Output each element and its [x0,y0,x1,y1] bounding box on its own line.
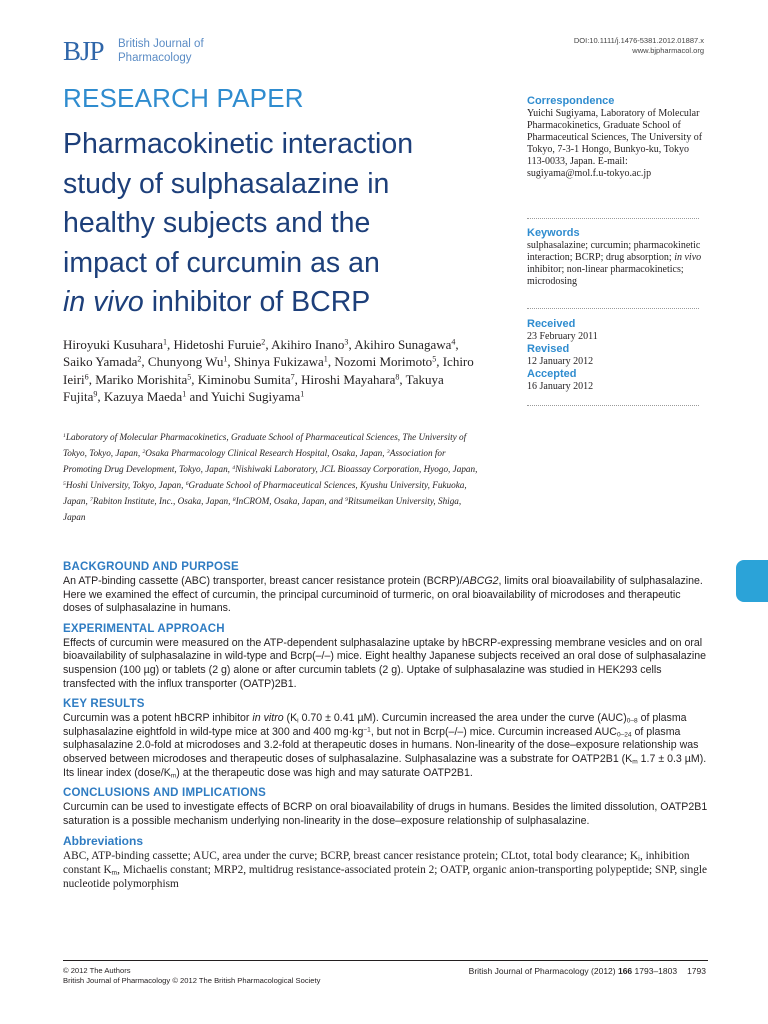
journal-name-line1: British Journal of [118,38,204,50]
results-italic: in vitro [252,712,284,725]
citation-journal: British Journal of Pharmacology (2012) [468,966,618,976]
background-heading: BACKGROUND AND PURPOSE [63,561,239,573]
author-name: Yuichi Sugiyama [211,388,301,404]
background-italic: ABCG2 [462,575,499,587]
journal-name-line2: Pharmacology [118,52,192,64]
author-separator: , [167,337,174,352]
author-name: Shinya Fukizawa [233,354,324,370]
footer-citation [469,966,706,976]
affiliation-text: Nishiwaki Laboratory, JCL Bioassay Corporation, Hyogo, Japan, [235,463,478,474]
author-affiliation-marker: 3 [344,337,349,347]
affiliation-marker: 7 [90,496,93,503]
title-line-1: Pharmacokinetic interaction [63,128,414,160]
author-name: Akihiro Inano [271,337,345,352]
title-line-5: inhibitor of BCRP [143,286,371,318]
copyright-line-2: British Journal of Pharmacology © 2012 The British Pharmacological Society [63,976,321,985]
paper-title [63,125,493,323]
affiliation-text: Graduate School of Pharmaceutical Sciences, Kyushu University, Fukuoka, Japan, [63,479,467,506]
affiliation-marker: 6 [185,480,189,487]
results-text [63,712,708,780]
dates-block [527,318,707,393]
abbreviations-subscript: m [111,868,118,877]
author-name: Mariko Morishita [95,371,188,387]
author-name: Takuya Fujita [63,371,444,404]
results-subscript: m [632,758,638,766]
author-separator: , [294,371,302,387]
author-name: Kiminobu Sumita [197,371,291,387]
keywords-text [527,240,707,288]
accepted-date: 16 January 2012 [527,381,594,392]
author-name: Hiroyuki Kusuhara [63,337,164,352]
author-affiliation-marker: 1 [223,354,228,364]
author-separator: , [227,354,234,370]
affiliation-marker: 2 [142,448,146,455]
abstract [63,560,708,891]
sidebar-divider [527,218,699,219]
results-part: , but not in Bcrp(–/–) mice. Curcumin increased AUC [370,725,617,738]
author-affiliation-marker: 6 [84,372,89,382]
paper-type-label: RESEARCH PAPER [63,83,304,113]
section-tab-marker [736,560,768,602]
revised-date: 12 January 2012 [527,356,594,367]
results-heading: KEY RESULTS [63,698,145,711]
affiliation-marker: 4 [232,464,236,471]
title-line-3: healthy subjects and the [63,207,371,239]
title-line-4: impact of curcumin as an [63,246,380,279]
author-separator: , [265,337,272,352]
affiliation-text: Association for Promoting Drug Development, Tokyo, Japan, [63,447,446,474]
affiliation-text: Hoshi University, Tokyo, Japan, [65,479,186,490]
keywords-block [527,227,707,288]
author-affiliation-marker: 2 [261,337,266,347]
author-affiliation-marker: 2 [137,354,142,364]
author-name: Ichiro Ieiri [63,354,474,387]
abbreviations-part: ABC, ATP-binding cassette; AUC, area under the curve; BCRP, breast cancer resistance protein; CLtot, total body clearance; K [63,850,639,863]
author-affiliation-marker: 5 [187,372,192,382]
affiliation-text: Osaka Pharmacology Clinical Research Hospital, Osaka, Japan, [145,447,387,458]
author-separator: , [141,354,148,370]
conclusions-heading: CONCLUSIONS AND IMPLICATIONS [63,787,267,800]
copyright-line-1: © 2012 The Authors [63,966,131,975]
footer-rule [63,960,708,961]
citation-volume: 166 [617,966,633,976]
author-affiliation-marker: 1 [323,354,328,364]
author-separator: , [97,388,104,404]
author-separator: , [436,354,443,370]
abbreviations-text [63,849,708,891]
correspondence-text: Yuichi Sugiyama, Laboratory of Molecular Pharmacokinetics, Graduate School of Pharmaceutical Sciences, The University of Tokyo, 7-3-1 Hongo, Bunkyo-ku, Tokyo 113-0033, Japan. E-mail: sugiyama@mol.f.u-tokyo.ac.jp [527,108,703,179]
title-line-2: study of sulphasalazine in [63,167,390,200]
background-part-1: An ATP-binding cassette (ABC) transporter, breast cancer resistance protein (BCRP)/ [63,575,463,587]
affiliation-text: InCROM, Osaka, Japan, and [235,495,346,506]
author-name: Kazuya Maeda [103,388,183,404]
affiliation-marker: 5 [63,480,66,487]
results-part: 0.70 ± 0.41 µM). Curcumin increased the area under the curve (AUC) [298,712,627,725]
received-date: 23 February 2011 [527,331,598,342]
author-separator: , [327,354,335,370]
author-name: Nozomi Morimoto [334,354,433,370]
author-name: Hidetoshi Furuie [173,337,262,352]
journal-url[interactable]: www.bjpharmacol.org [632,46,704,55]
accepted-heading: Accepted [527,368,577,380]
affiliation-marker: 1 [63,432,66,439]
page-number: 1793 [687,966,706,976]
title-italic-in-vivo: in vivo [63,286,144,318]
keywords-italic: in vivo [674,252,702,263]
author-name: Akihiro Sunagawa [354,337,452,352]
author-separator: , [88,371,96,387]
footer-copyright [63,966,320,986]
author-affiliation-marker: 4 [451,337,456,347]
revised-heading: Revised [527,343,570,355]
abbreviations-subscript: i [638,854,640,863]
results-superscript: −1 [363,726,371,734]
doi-block [574,36,704,56]
author-separator: , [348,337,355,352]
abbreviations-heading: Abbreviations [63,834,144,849]
results-part: of plasma sulphasalazine eightfold in wild-type mice at 300 and 400 mg·kg [63,712,687,738]
author-separator: and [186,388,212,404]
citation-pages: 1793–1803 [632,966,678,976]
author-affiliation-marker: 7 [290,372,295,382]
author-name: Chunyong Wu [147,354,224,370]
sidebar-divider [527,308,699,309]
conclusions-text: Curcumin can be used to investigate effects of BCRP on oral bioavailability of drugs in humans. Besides the limited dissolution, OATP2B1 saturation is a possible mechanism underlying non-linearity in the dose–exposure relationship of sulphasalazine. [63,801,708,827]
author-affiliation-marker: 5 [432,354,437,364]
author-separator: , [191,371,198,387]
background-part-2: , limits oral bioavailability of sulphasalazine. Here we examined the effect of curcumin, the principal curcuminoid of turmeric, on oral bioavailability of microdoses and therapeutic doses of sulphasalazine in humans. [63,575,703,615]
results-part: (K [283,712,298,725]
affiliation-text: Ritsumeikan University, Shiga, Japan [63,495,462,522]
correspondence-heading: Correspondence [527,95,615,107]
affiliation-marker: 8 [232,496,236,503]
results-subscript: m [170,771,177,779]
author-name: Hiroshi Mayahara [301,371,396,387]
results-subscript: 0–8 [626,717,638,725]
results-part: of plasma sulphasalazine 2.0-fold at microdoses and 3.2-fold at therapeutic doses in humans. Non-linearity of the dose–exposure relationship was observed between microdoses and therapeutic doses of sulphasalazine. Sulphasalazine was a substrate for OATP2B1 (K [63,725,699,765]
results-subscript: i [297,717,299,725]
affiliation-list [63,430,483,525]
affiliation-marker: 3 [386,448,390,455]
correspondence-block [527,95,707,180]
affiliation-text: Laboratory of Molecular Pharmacokinetics, Graduate School of Pharmaceutical Sciences, The University of Tokyo, Tokyo, Japan, [63,432,467,458]
author-list [63,336,483,405]
affiliation-marker: 9 [345,496,348,503]
experimental-heading: EXPERIMENTAL APPROACH [63,622,225,635]
author-affiliation-marker: 1 [300,389,305,399]
affiliation-text: Rabiton Institute, Inc., Osaka, Japan, [92,495,233,506]
author-name: Saiko Yamada [63,354,138,370]
keywords-part-2: inhibitor; non-linear pharmacokinetics; microdosing [527,264,684,287]
keywords-heading: Keywords [527,227,580,239]
abbreviations-part: , Michaelis constant; MRP2, multidrug resistance-associated protein 2; OATP, organic anion-transporting polypeptide; SNP, single nucleotide polymorphism [63,864,708,891]
keywords-part-1: sulphasalazine; curcumin; pharmacokinetic interaction; BCRP; drug absorption; [527,240,701,263]
sidebar-divider [527,405,699,406]
results-subscript: 0–24 [616,731,632,739]
results-part: 1.7 ± 0.3 µM). Its linear index (dose/K [63,752,707,779]
results-part: Curcumin was a potent hBCRP inhibitor [63,712,253,725]
journal-logo: BJP [63,36,104,66]
author-affiliation-marker: 8 [395,372,400,382]
author-separator: , [455,337,459,352]
journal-name [118,37,228,65]
experimental-text: Effects of curcumin were measured on the ATP-dependent sulphasalazine uptake by hBCRP-expressing membrane vesicles and on oral bioavailability of sulphasalazine in wild-type and Bcrp(–/–) mice. Eight healthy Japanese subjects received an oral dose of sulphasalazine suspension (100 µg) or tablets (2 g) alone or after curcumin tablets (2 g). Uptake of sulphasalazine was studied in HEK293 cells transfected with the influx transporter (OATP)2B1. [63,636,707,690]
background-text [63,575,708,616]
author-affiliation-marker: 9 [93,389,98,399]
results-part: ) at the therapeutic dose was high and may saturate OATP2B1. [176,766,473,779]
abbreviations-part: , inhibition constant K [63,850,690,877]
author-affiliation-marker: 1 [182,389,187,399]
author-separator: , [399,371,406,387]
author-affiliation-marker: 1 [163,337,168,347]
received-heading: Received [527,318,576,330]
doi-text[interactable]: DOI:10.1111/j.1476-5381.2012.01887.x [573,36,704,45]
